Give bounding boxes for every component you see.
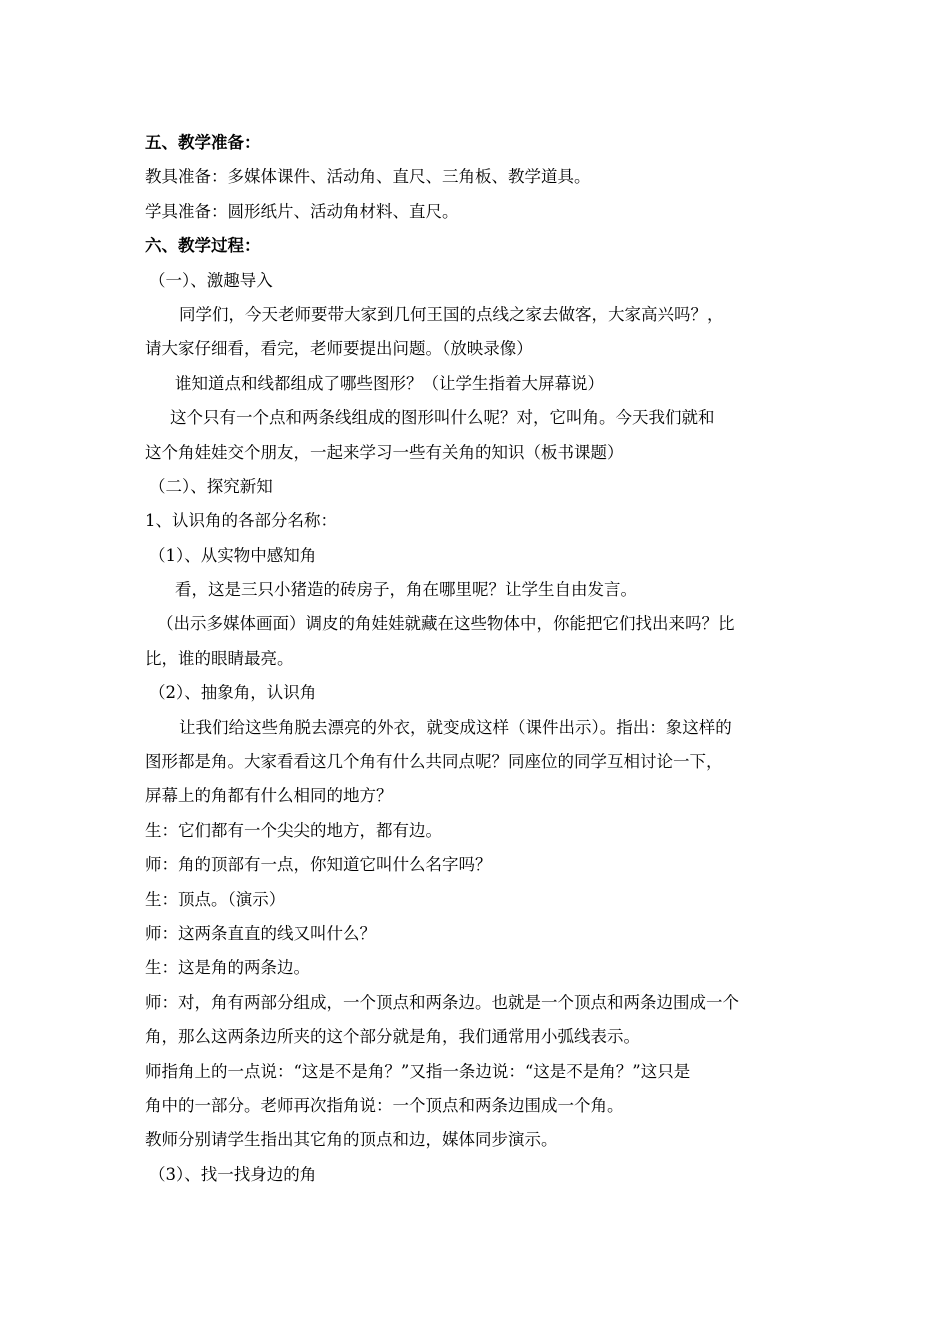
section-heading: 六、教学过程： bbox=[145, 236, 261, 256]
text-line: 角，那么这两条边所夹的这个部分就是角，我们通常用小弧线表示。 bbox=[145, 1027, 640, 1047]
text-line: 师：对，角有两部分组成，一个顶点和两条边。也就是一个顶点和两条边围成一个 bbox=[145, 992, 739, 1012]
text-line: 同学们，今天老师要带大家到几何王国的点线之家去做客，大家高兴吗？， bbox=[179, 304, 724, 324]
text-line: （二）、探究新知 bbox=[149, 476, 273, 496]
text-line: 角中的一部分。老师再次指角说：一个顶点和两条边围成一个角。 bbox=[145, 1095, 624, 1115]
text-line: 1、认识角的各部分名称： bbox=[145, 511, 337, 531]
text-line: 生：顶点。（演示） bbox=[145, 889, 286, 909]
document-body bbox=[145, 126, 810, 1192]
text-line: 请大家仔细看，看完，老师要提出问题。（放映录像） bbox=[145, 339, 533, 359]
text-line: 师指角上的一点说：“这是不是角？”又指一条边说：“这是不是角？”这只是 bbox=[145, 1061, 691, 1081]
text-line: 图形都是角。大家看看这几个角有什么共同点呢？同座位的同学互相讨论一下， bbox=[145, 752, 723, 772]
text-line: （1）、从实物中感知角 bbox=[149, 545, 317, 565]
text-line: 学具准备：圆形纸片、活动角材料、直尺。 bbox=[145, 201, 459, 221]
text-line: 这个角娃娃交个朋友，一起来学习一些有关角的知识（板书课题） bbox=[145, 442, 624, 462]
text-line: （一）、激趣导入 bbox=[149, 270, 273, 290]
text-line: （3）、找一找身边的角 bbox=[149, 1164, 317, 1184]
text-line: 教具准备：多媒体课件、活动角、直尺、三角板、教学道具。 bbox=[145, 167, 591, 187]
text-line: 这个只有一个点和两条线组成的图形叫什么呢？对，它叫角。今天我们就和 bbox=[170, 408, 715, 428]
text-line: 师：这两条直直的线又叫什么？ bbox=[145, 923, 376, 943]
text-line: （出示多媒体画面）调皮的角娃娃就藏在这些物体中，你能把它们找出来吗？比 bbox=[157, 614, 735, 634]
text-line: 教师分别请学生指出其它角的顶点和边，媒体同步演示。 bbox=[145, 1130, 558, 1150]
text-line: 师：角的顶部有一点，你知道它叫什么名字吗？ bbox=[145, 855, 492, 875]
text-line: 比，谁的眼睛最亮。 bbox=[145, 648, 294, 668]
text-line: 生：它们都有一个尖尖的地方，都有边。 bbox=[145, 820, 442, 840]
text-line: 让我们给这些角脱去漂亮的外衣，就变成这样（课件出示）。指出：象这样的 bbox=[179, 717, 732, 737]
text-line: （2）、抽象角，认识角 bbox=[149, 683, 317, 703]
text-line: 屏幕上的角都有什么相同的地方？ bbox=[145, 786, 393, 806]
text-line: 看，这是三只小猪造的砖房子，角在哪里呢？让学生自由发言。 bbox=[175, 580, 637, 600]
section-heading: 五、教学准备： bbox=[145, 133, 261, 152]
text-line: 谁知道点和线都组成了哪些图形？（让学生指着大屏幕说） bbox=[175, 373, 604, 393]
text-line: 生：这是角的两条边。 bbox=[145, 958, 310, 978]
